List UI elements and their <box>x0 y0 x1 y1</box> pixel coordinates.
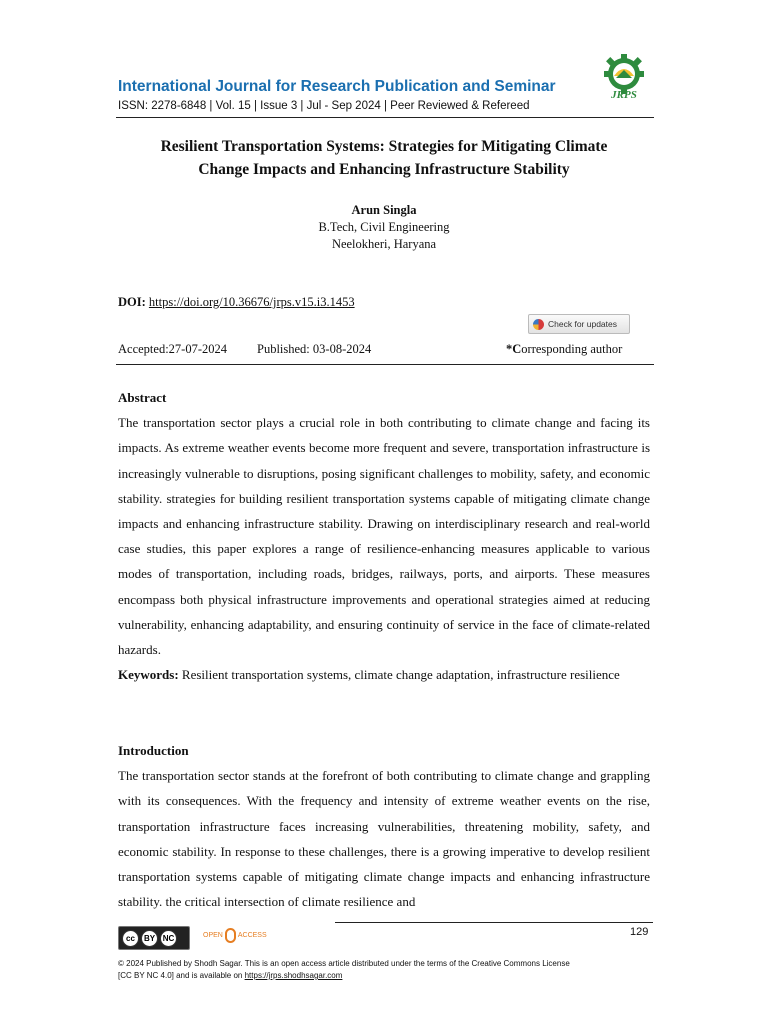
license-line-2 <box>118 970 570 982</box>
abstract-heading: Abstract <box>118 390 167 405</box>
journal-title: International Journal for Research Publication and Seminar <box>118 78 556 95</box>
keywords-text: Resilient transportation systems, climate change adaptation, infrastructure resilience <box>181 667 620 683</box>
keywords-line <box>118 662 650 687</box>
published-date: Published: 03-08-2024 <box>257 342 372 356</box>
by-icon: BY <box>141 930 158 947</box>
abstract-section <box>118 385 650 687</box>
cc-license-badge[interactable] <box>118 926 190 950</box>
license-text <box>118 958 570 982</box>
journal-site-link[interactable]: https://jrps.shodhsagar.com <box>244 971 343 980</box>
introduction-heading: Introduction <box>118 743 189 758</box>
section-divider <box>116 364 654 365</box>
author-block <box>116 202 652 253</box>
header-divider <box>116 117 654 118</box>
accepted-date: Accepted:27-07-2024 <box>118 342 227 356</box>
page-number: 129 <box>630 926 649 938</box>
keywords-label: Keywords: <box>118 667 179 683</box>
doi-line <box>118 295 355 310</box>
journal-meta: ISSN: 2278-6848 | Vol. 15 | Issue 3 | Jul - Sep 2024 | Peer Reviewed & Refereed <box>118 100 530 112</box>
author-name: Arun Singla <box>351 203 417 217</box>
introduction-body: The transportation sector stands at the forefront of both contributing to climate change and grappling with its consequences. With the frequency and intensity of extreme weather events on the rise, transportation infrastructure faces increasing vulnerabilities, threatening mobility, safety, and economic stability. In response to these challenges, there is a growing imperative to develop resilient transportation systems capable of mitigating climate change impacts and enhancing infrastructure stability. the critical intersection of climate resilience and <box>118 768 650 910</box>
license-line-1: © 2024 Published by Shodh Sagar. This is an open access article distributed under the terms of the Creative Commons License <box>118 959 570 968</box>
check-updates-label: Check for updates <box>548 319 617 329</box>
title-line-1: Resilient Transportation Systems: Strategies for Mitigating Climate <box>160 138 608 155</box>
author-degree: B.Tech, Civil Engineering <box>318 220 450 234</box>
open-access-right: ACCESS <box>237 932 267 939</box>
open-access-left: OPEN <box>203 932 223 939</box>
abstract-body: The transportation sector plays a crucial role in both contributing to climate change and facing its impacts. As extreme weather events become more frequent and severe, transportation infrastructure is increasingly vulnerable to disruptions, posing significant challenges to mobility, safety, and economic stability. strategies for building resilient transportation systems capable of mitigating climate change impacts and enhancing infrastructure stability. Drawing on interdisciplinary research and real-world case studies, this paper explores a range of resilience-enhancing measures applicable to various modes of transportation, including roads, bridges, railways, ports, and airports. These measures encompass both physical infrastructure improvements and operational strategies aimed at reducing vulnerability, enhancing adaptability, and ensuring continuity of service in the face of climate-related hazards. <box>118 415 650 658</box>
jrps-logo <box>596 54 652 100</box>
introduction-section <box>118 738 650 914</box>
dates-line <box>118 342 372 357</box>
doi-link[interactable]: https://doi.org/10.36676/jrps.v15.i3.1453 <box>148 295 355 309</box>
cc-icon: cc <box>122 930 139 947</box>
open-access-logo <box>203 928 267 943</box>
corresponding-author <box>506 342 622 357</box>
doi-label: DOI: <box>118 295 146 309</box>
author-location: Neelokheri, Haryana <box>331 237 437 251</box>
logo-text: JRPS <box>611 89 637 100</box>
open-lock-icon <box>225 928 236 943</box>
title-line-2: Change Impacts and Enhancing Infrastructure Stability <box>198 161 570 178</box>
nc-icon: NC <box>160 930 177 947</box>
check-for-updates-button[interactable] <box>528 314 630 334</box>
footer-divider <box>335 922 653 923</box>
corr-star: *C <box>506 342 522 356</box>
crossmark-icon <box>533 319 544 330</box>
corr-text: orresponding author <box>521 342 623 356</box>
paper-title <box>116 135 652 181</box>
license-prefix: [CC BY NC 4.0] and is available on <box>118 971 245 980</box>
